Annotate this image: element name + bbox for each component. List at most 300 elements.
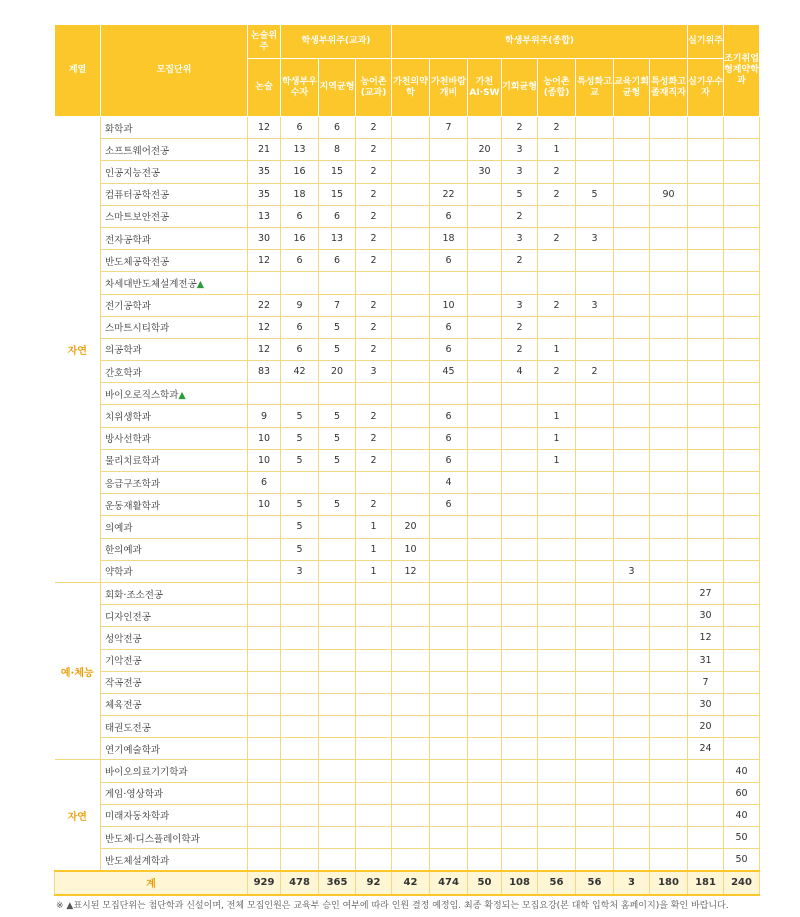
- quota-cell: [688, 272, 724, 294]
- quota-cell: [468, 804, 502, 826]
- quota-cell: [538, 804, 576, 826]
- quota-cell: [614, 849, 650, 871]
- quota-cell: 7: [688, 671, 724, 693]
- quota-cell: 4: [502, 361, 538, 383]
- table-row: [55, 538, 760, 560]
- quota-cell: 2: [356, 161, 392, 183]
- quota-cell: [319, 472, 356, 494]
- quota-cell: [248, 693, 281, 715]
- table-row: [55, 272, 760, 294]
- quota-cell: [319, 782, 356, 804]
- unit-name-cell: [101, 693, 248, 715]
- quota-cell: 2: [502, 316, 538, 338]
- unit-name-cell: [101, 361, 248, 383]
- quota-cell: 20: [319, 361, 356, 383]
- quota-cell: [724, 316, 760, 338]
- quota-cell: [502, 693, 538, 715]
- quota-cell: 6: [319, 205, 356, 227]
- quota-cell: 30: [468, 161, 502, 183]
- quota-cell: [724, 516, 760, 538]
- unit-name-cell: [101, 627, 248, 649]
- table-footer: [55, 871, 760, 895]
- quota-cell: [430, 605, 468, 627]
- quota-cell: [392, 738, 430, 760]
- quota-cell: [576, 205, 614, 227]
- quota-cell: 7: [430, 117, 468, 139]
- unit-name: 컴퓨터공학전공: [105, 190, 170, 202]
- unit-name-cell: [101, 316, 248, 338]
- quota-cell: [614, 294, 650, 316]
- quota-cell: 1: [538, 405, 576, 427]
- unit-name: 의예과: [105, 522, 133, 534]
- table-row: [55, 738, 760, 760]
- table-body: [55, 117, 760, 871]
- quota-cell: [319, 760, 356, 782]
- quota-cell: [614, 804, 650, 826]
- quota-cell: [724, 538, 760, 560]
- table-row: [55, 693, 760, 715]
- table-row: [55, 449, 760, 471]
- quota-cell: [538, 582, 576, 604]
- unit-name-cell: [101, 738, 248, 760]
- quota-cell: [650, 272, 688, 294]
- new-program-marker-icon: ▲: [196, 278, 205, 290]
- category-cell: 예·체능: [55, 582, 101, 760]
- unit-name-cell: [101, 205, 248, 227]
- quota-cell: 3: [502, 161, 538, 183]
- quota-cell: 2: [538, 161, 576, 183]
- quota-cell: [248, 649, 281, 671]
- quota-cell: 2: [502, 205, 538, 227]
- unit-name: 화학과: [105, 123, 133, 135]
- quota-cell: [502, 671, 538, 693]
- quota-cell: [281, 693, 319, 715]
- unit-name-cell: [101, 405, 248, 427]
- quota-cell: 35: [248, 161, 281, 183]
- unit-name-cell: [101, 139, 248, 161]
- header-unit: 모집단위: [101, 25, 248, 117]
- quota-cell: [688, 516, 724, 538]
- quota-cell: [319, 738, 356, 760]
- quota-cell: [538, 760, 576, 782]
- quota-cell: [614, 117, 650, 139]
- quota-cell: 2: [356, 405, 392, 427]
- unit-name-cell: [101, 560, 248, 582]
- quota-cell: 2: [356, 294, 392, 316]
- quota-cell: [614, 139, 650, 161]
- quota-cell: [468, 427, 502, 449]
- quota-cell: [614, 161, 650, 183]
- quota-cell: 30: [248, 227, 281, 249]
- quota-cell: [392, 716, 430, 738]
- table-row: [55, 383, 760, 405]
- quota-cell: [248, 760, 281, 782]
- quota-cell: 24: [688, 738, 724, 760]
- quota-cell: [468, 361, 502, 383]
- table-row: [55, 294, 760, 316]
- unit-name: 미래자동차학과: [105, 811, 170, 823]
- quota-cell: 10: [248, 449, 281, 471]
- quota-cell: 60: [724, 782, 760, 804]
- total-cell: 181: [688, 871, 724, 895]
- quota-cell: 3: [576, 294, 614, 316]
- quota-cell: [392, 782, 430, 804]
- quota-cell: [724, 205, 760, 227]
- quota-cell: [538, 250, 576, 272]
- unit-name-cell: [101, 294, 248, 316]
- quota-cell: [430, 827, 468, 849]
- quota-cell: [724, 560, 760, 582]
- unit-name: 치위생학과: [105, 412, 151, 424]
- quota-cell: [248, 849, 281, 871]
- quota-cell: 5: [281, 449, 319, 471]
- quota-cell: [468, 582, 502, 604]
- table-row: [55, 827, 760, 849]
- quota-cell: [392, 627, 430, 649]
- unit-name-cell: [101, 582, 248, 604]
- quota-cell: [319, 849, 356, 871]
- unit-name: 반도체공학전공: [105, 256, 170, 268]
- quota-cell: [281, 472, 319, 494]
- quota-cell: [724, 605, 760, 627]
- header-col-comp-gachon: 가천바람개비: [430, 59, 468, 117]
- quota-cell: [319, 560, 356, 582]
- header-col-comp-edu: 교육기회균형: [614, 59, 650, 117]
- unit-name-cell: [101, 449, 248, 471]
- total-cell: 474: [430, 871, 468, 895]
- quota-cell: [319, 538, 356, 560]
- quota-cell: [356, 693, 392, 715]
- quota-cell: 2: [502, 338, 538, 360]
- quota-cell: [724, 338, 760, 360]
- table-row: [55, 338, 760, 360]
- quota-cell: [392, 205, 430, 227]
- quota-cell: [468, 827, 502, 849]
- quota-cell: [468, 716, 502, 738]
- quota-cell: 1: [538, 427, 576, 449]
- quota-cell: [281, 849, 319, 871]
- header-early-employment: 조기취업형계약학과: [724, 25, 760, 117]
- quota-cell: 31: [688, 649, 724, 671]
- unit-name-cell: [101, 427, 248, 449]
- unit-name-cell: [101, 605, 248, 627]
- quota-cell: [502, 827, 538, 849]
- quota-cell: [356, 627, 392, 649]
- quota-cell: 6: [430, 316, 468, 338]
- quota-cell: [576, 538, 614, 560]
- quota-cell: [576, 605, 614, 627]
- unit-name: 한의예과: [105, 545, 142, 557]
- quota-cell: [650, 338, 688, 360]
- quota-cell: 2: [356, 338, 392, 360]
- quota-cell: [430, 760, 468, 782]
- quota-cell: 5: [281, 538, 319, 560]
- quota-cell: 12: [248, 250, 281, 272]
- quota-cell: 3: [502, 227, 538, 249]
- total-label: 계: [55, 871, 248, 895]
- quota-cell: [392, 117, 430, 139]
- quota-cell: [724, 671, 760, 693]
- quota-cell: [576, 161, 614, 183]
- quota-cell: [248, 383, 281, 405]
- quota-cell: 3: [356, 361, 392, 383]
- table-row: [55, 760, 760, 782]
- quota-cell: [502, 383, 538, 405]
- quota-cell: [650, 605, 688, 627]
- quota-cell: [576, 250, 614, 272]
- unit-name-cell: [101, 227, 248, 249]
- quota-cell: [614, 316, 650, 338]
- total-row: [55, 871, 760, 895]
- unit-name: 의공학과: [105, 345, 142, 357]
- quota-cell: [614, 250, 650, 272]
- header-col-comp-special: 특성화고교: [576, 59, 614, 117]
- quota-cell: [468, 405, 502, 427]
- quota-cell: 5: [319, 449, 356, 471]
- quota-cell: [356, 738, 392, 760]
- unit-name-cell: [101, 516, 248, 538]
- quota-cell: [248, 605, 281, 627]
- quota-cell: 12: [248, 316, 281, 338]
- quota-cell: [650, 538, 688, 560]
- header-group-practical: 실기위주: [688, 25, 724, 59]
- quota-cell: [688, 183, 724, 205]
- quota-cell: [319, 716, 356, 738]
- quota-cell: 2: [356, 250, 392, 272]
- unit-name-cell: [101, 161, 248, 183]
- quota-cell: [319, 827, 356, 849]
- quota-cell: [650, 627, 688, 649]
- quota-cell: [502, 782, 538, 804]
- quota-cell: [281, 272, 319, 294]
- quota-cell: [502, 560, 538, 582]
- quota-cell: [319, 693, 356, 715]
- quota-cell: [392, 671, 430, 693]
- quota-cell: [502, 849, 538, 871]
- quota-cell: 5: [319, 338, 356, 360]
- unit-name-cell: [101, 338, 248, 360]
- total-cell: 108: [502, 871, 538, 895]
- quota-cell: [538, 649, 576, 671]
- header-category: 계열: [55, 25, 101, 117]
- quota-cell: [650, 316, 688, 338]
- quota-cell: 10: [248, 494, 281, 516]
- quota-cell: [281, 383, 319, 405]
- quota-cell: 22: [430, 183, 468, 205]
- quota-cell: [614, 405, 650, 427]
- quota-cell: 90: [650, 183, 688, 205]
- unit-name: 반도체설계학과: [105, 855, 170, 867]
- quota-cell: [430, 516, 468, 538]
- quota-cell: [356, 605, 392, 627]
- quota-cell: 3: [576, 227, 614, 249]
- quota-cell: [614, 538, 650, 560]
- header-col-comp-worker: 특성화고졸재직자: [650, 59, 688, 117]
- quota-cell: [650, 227, 688, 249]
- quota-cell: 5: [502, 183, 538, 205]
- quota-cell: [392, 494, 430, 516]
- quota-cell: 13: [319, 227, 356, 249]
- quota-cell: [248, 627, 281, 649]
- total-cell: 929: [248, 871, 281, 895]
- quota-cell: 15: [319, 183, 356, 205]
- quota-cell: [614, 738, 650, 760]
- quota-cell: [319, 272, 356, 294]
- quota-cell: [392, 294, 430, 316]
- quota-cell: [724, 405, 760, 427]
- quota-cell: [468, 316, 502, 338]
- quota-cell: [724, 294, 760, 316]
- table-row: [55, 804, 760, 826]
- quota-cell: 1: [538, 449, 576, 471]
- quota-cell: 30: [688, 693, 724, 715]
- total-cell: 365: [319, 871, 356, 895]
- quota-cell: 30: [688, 605, 724, 627]
- quota-cell: [468, 494, 502, 516]
- total-cell: 240: [724, 871, 760, 895]
- quota-cell: [468, 516, 502, 538]
- quota-cell: [688, 139, 724, 161]
- quota-cell: [319, 649, 356, 671]
- unit-name-cell: [101, 472, 248, 494]
- quota-cell: [538, 738, 576, 760]
- quota-cell: 6: [281, 205, 319, 227]
- total-cell: 478: [281, 871, 319, 895]
- quota-cell: [248, 804, 281, 826]
- quota-cell: [576, 582, 614, 604]
- quota-cell: [430, 671, 468, 693]
- quota-cell: [356, 849, 392, 871]
- quota-cell: [688, 760, 724, 782]
- quota-cell: [248, 560, 281, 582]
- quota-cell: [430, 560, 468, 582]
- header-col-comp-aisw: 가천AI·SW: [468, 59, 502, 117]
- quota-cell: 6: [281, 250, 319, 272]
- unit-name-cell: [101, 250, 248, 272]
- unit-name: 작곡전공: [105, 678, 142, 690]
- table-row: [55, 560, 760, 582]
- quota-cell: [248, 827, 281, 849]
- admissions-table: [54, 24, 760, 896]
- quota-cell: [356, 782, 392, 804]
- quota-cell: [430, 849, 468, 871]
- table-row: [55, 361, 760, 383]
- quota-cell: [538, 494, 576, 516]
- quota-cell: 12: [248, 338, 281, 360]
- quota-cell: [248, 738, 281, 760]
- quota-cell: 3: [614, 560, 650, 582]
- quota-cell: [356, 716, 392, 738]
- quota-cell: 5: [281, 494, 319, 516]
- quota-cell: 2: [356, 316, 392, 338]
- quota-cell: [724, 449, 760, 471]
- quota-cell: [319, 605, 356, 627]
- quota-cell: [538, 272, 576, 294]
- quota-cell: 5: [281, 516, 319, 538]
- quota-cell: [468, 294, 502, 316]
- quota-cell: [614, 516, 650, 538]
- quota-cell: 12: [248, 117, 281, 139]
- quota-cell: [688, 804, 724, 826]
- table-row: [55, 649, 760, 671]
- quota-cell: [576, 272, 614, 294]
- quota-cell: [356, 472, 392, 494]
- quota-cell: [650, 804, 688, 826]
- unit-name-cell: [101, 183, 248, 205]
- quota-cell: 50: [724, 849, 760, 871]
- quota-cell: [576, 316, 614, 338]
- quota-cell: [430, 782, 468, 804]
- quota-cell: [576, 427, 614, 449]
- quota-cell: [650, 250, 688, 272]
- unit-name: 소프트웨어전공: [105, 145, 170, 157]
- quota-cell: [724, 272, 760, 294]
- quota-cell: [538, 716, 576, 738]
- quota-cell: 2: [356, 139, 392, 161]
- quota-cell: 2: [356, 205, 392, 227]
- quota-cell: 2: [356, 494, 392, 516]
- quota-cell: [614, 605, 650, 627]
- quota-cell: [356, 671, 392, 693]
- quota-cell: [430, 582, 468, 604]
- unit-name: 게임·영상학과: [105, 789, 164, 801]
- table-row: [55, 582, 760, 604]
- quota-cell: [688, 338, 724, 360]
- quota-cell: [538, 472, 576, 494]
- unit-name-cell: [101, 671, 248, 693]
- quota-cell: 6: [430, 205, 468, 227]
- quota-cell: [538, 827, 576, 849]
- quota-cell: [392, 316, 430, 338]
- quota-cell: [502, 405, 538, 427]
- total-cell: 56: [538, 871, 576, 895]
- quota-cell: [724, 494, 760, 516]
- unit-name: 물리치료학과: [105, 456, 161, 468]
- quota-cell: 16: [281, 161, 319, 183]
- quota-cell: [502, 449, 538, 471]
- quota-cell: [724, 472, 760, 494]
- quota-cell: [650, 449, 688, 471]
- quota-cell: [468, 671, 502, 693]
- quota-cell: [392, 139, 430, 161]
- quota-cell: 6: [319, 250, 356, 272]
- quota-cell: [281, 582, 319, 604]
- quota-cell: [538, 560, 576, 582]
- quota-cell: [724, 716, 760, 738]
- header-group-comprehensive: 학생부위주(종합): [392, 25, 688, 59]
- table-row: [55, 627, 760, 649]
- quota-cell: [724, 627, 760, 649]
- quota-cell: [688, 227, 724, 249]
- quota-cell: [392, 605, 430, 627]
- table-row: [55, 716, 760, 738]
- quota-cell: [502, 627, 538, 649]
- quota-cell: [688, 472, 724, 494]
- table-row: [55, 205, 760, 227]
- quota-cell: [281, 649, 319, 671]
- unit-name: 바이오로직스학과: [105, 389, 179, 401]
- quota-cell: [688, 250, 724, 272]
- quota-cell: [688, 205, 724, 227]
- quota-cell: [650, 649, 688, 671]
- quota-cell: [576, 804, 614, 826]
- quota-cell: [614, 782, 650, 804]
- quota-cell: [688, 782, 724, 804]
- quota-cell: 22: [248, 294, 281, 316]
- quota-cell: [650, 582, 688, 604]
- table-row: [55, 782, 760, 804]
- quota-cell: 1: [356, 538, 392, 560]
